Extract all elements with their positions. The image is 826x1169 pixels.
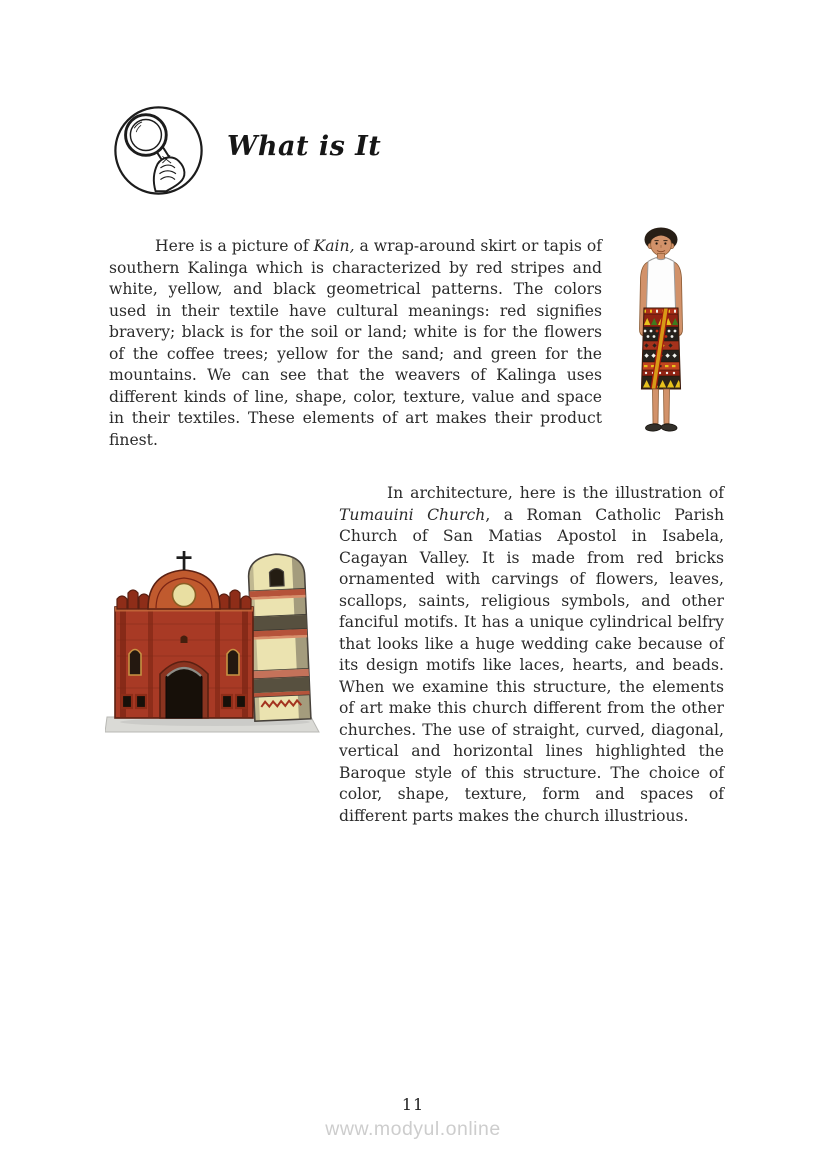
paragraph-kain: Here is a picture of Kain, a wrap-around skirt or tapis of southern Kalinga which is characterized by red stripes and white, yellow, and black geometrical patterns. The colors used in their textile have cultural meanings: red signifies bravery; black is for the soil or land; white is for the flowers of the coffee trees; yellow for the sand; and green for the mountains. We can see that the weavers of Kalinga uses different kinds of line, shape, color, texture, value and space in their textiles. These elements of art makes their product finest. <box>109 237 603 449</box>
page-number: 11 <box>401 1095 425 1114</box>
tumauini-church-illustration <box>105 544 323 736</box>
section-title: What is It <box>227 131 382 162</box>
paragraph-church: In architecture, here is the illustration of Tumauini Church, a Roman Catholic Parish Church of San Matias Apostol in Isabela, Cagayan Valley. It is made from red bricks ornamented with carvings of flowers, leaves, scallops, saints, religious symbols, and other fanciful motifs. It has a unique cylindrical belfry that looks like a huge wedding cake because of its design motifs like laces, hearts, and beads. When we examine this structure, the elements of art make this church different from the other churches. The use of straight, curved, diagonal, vertical and horizontal lines highlighted the Baroque style of this structure. The choice of color, shape, texture, form and spaces of different parts makes the church illustrious. <box>339 484 724 825</box>
kain-woman-illustration <box>629 226 693 438</box>
watermark-url: www.modyul.online <box>325 1118 501 1140</box>
magnifying-glass-icon <box>112 104 205 197</box>
